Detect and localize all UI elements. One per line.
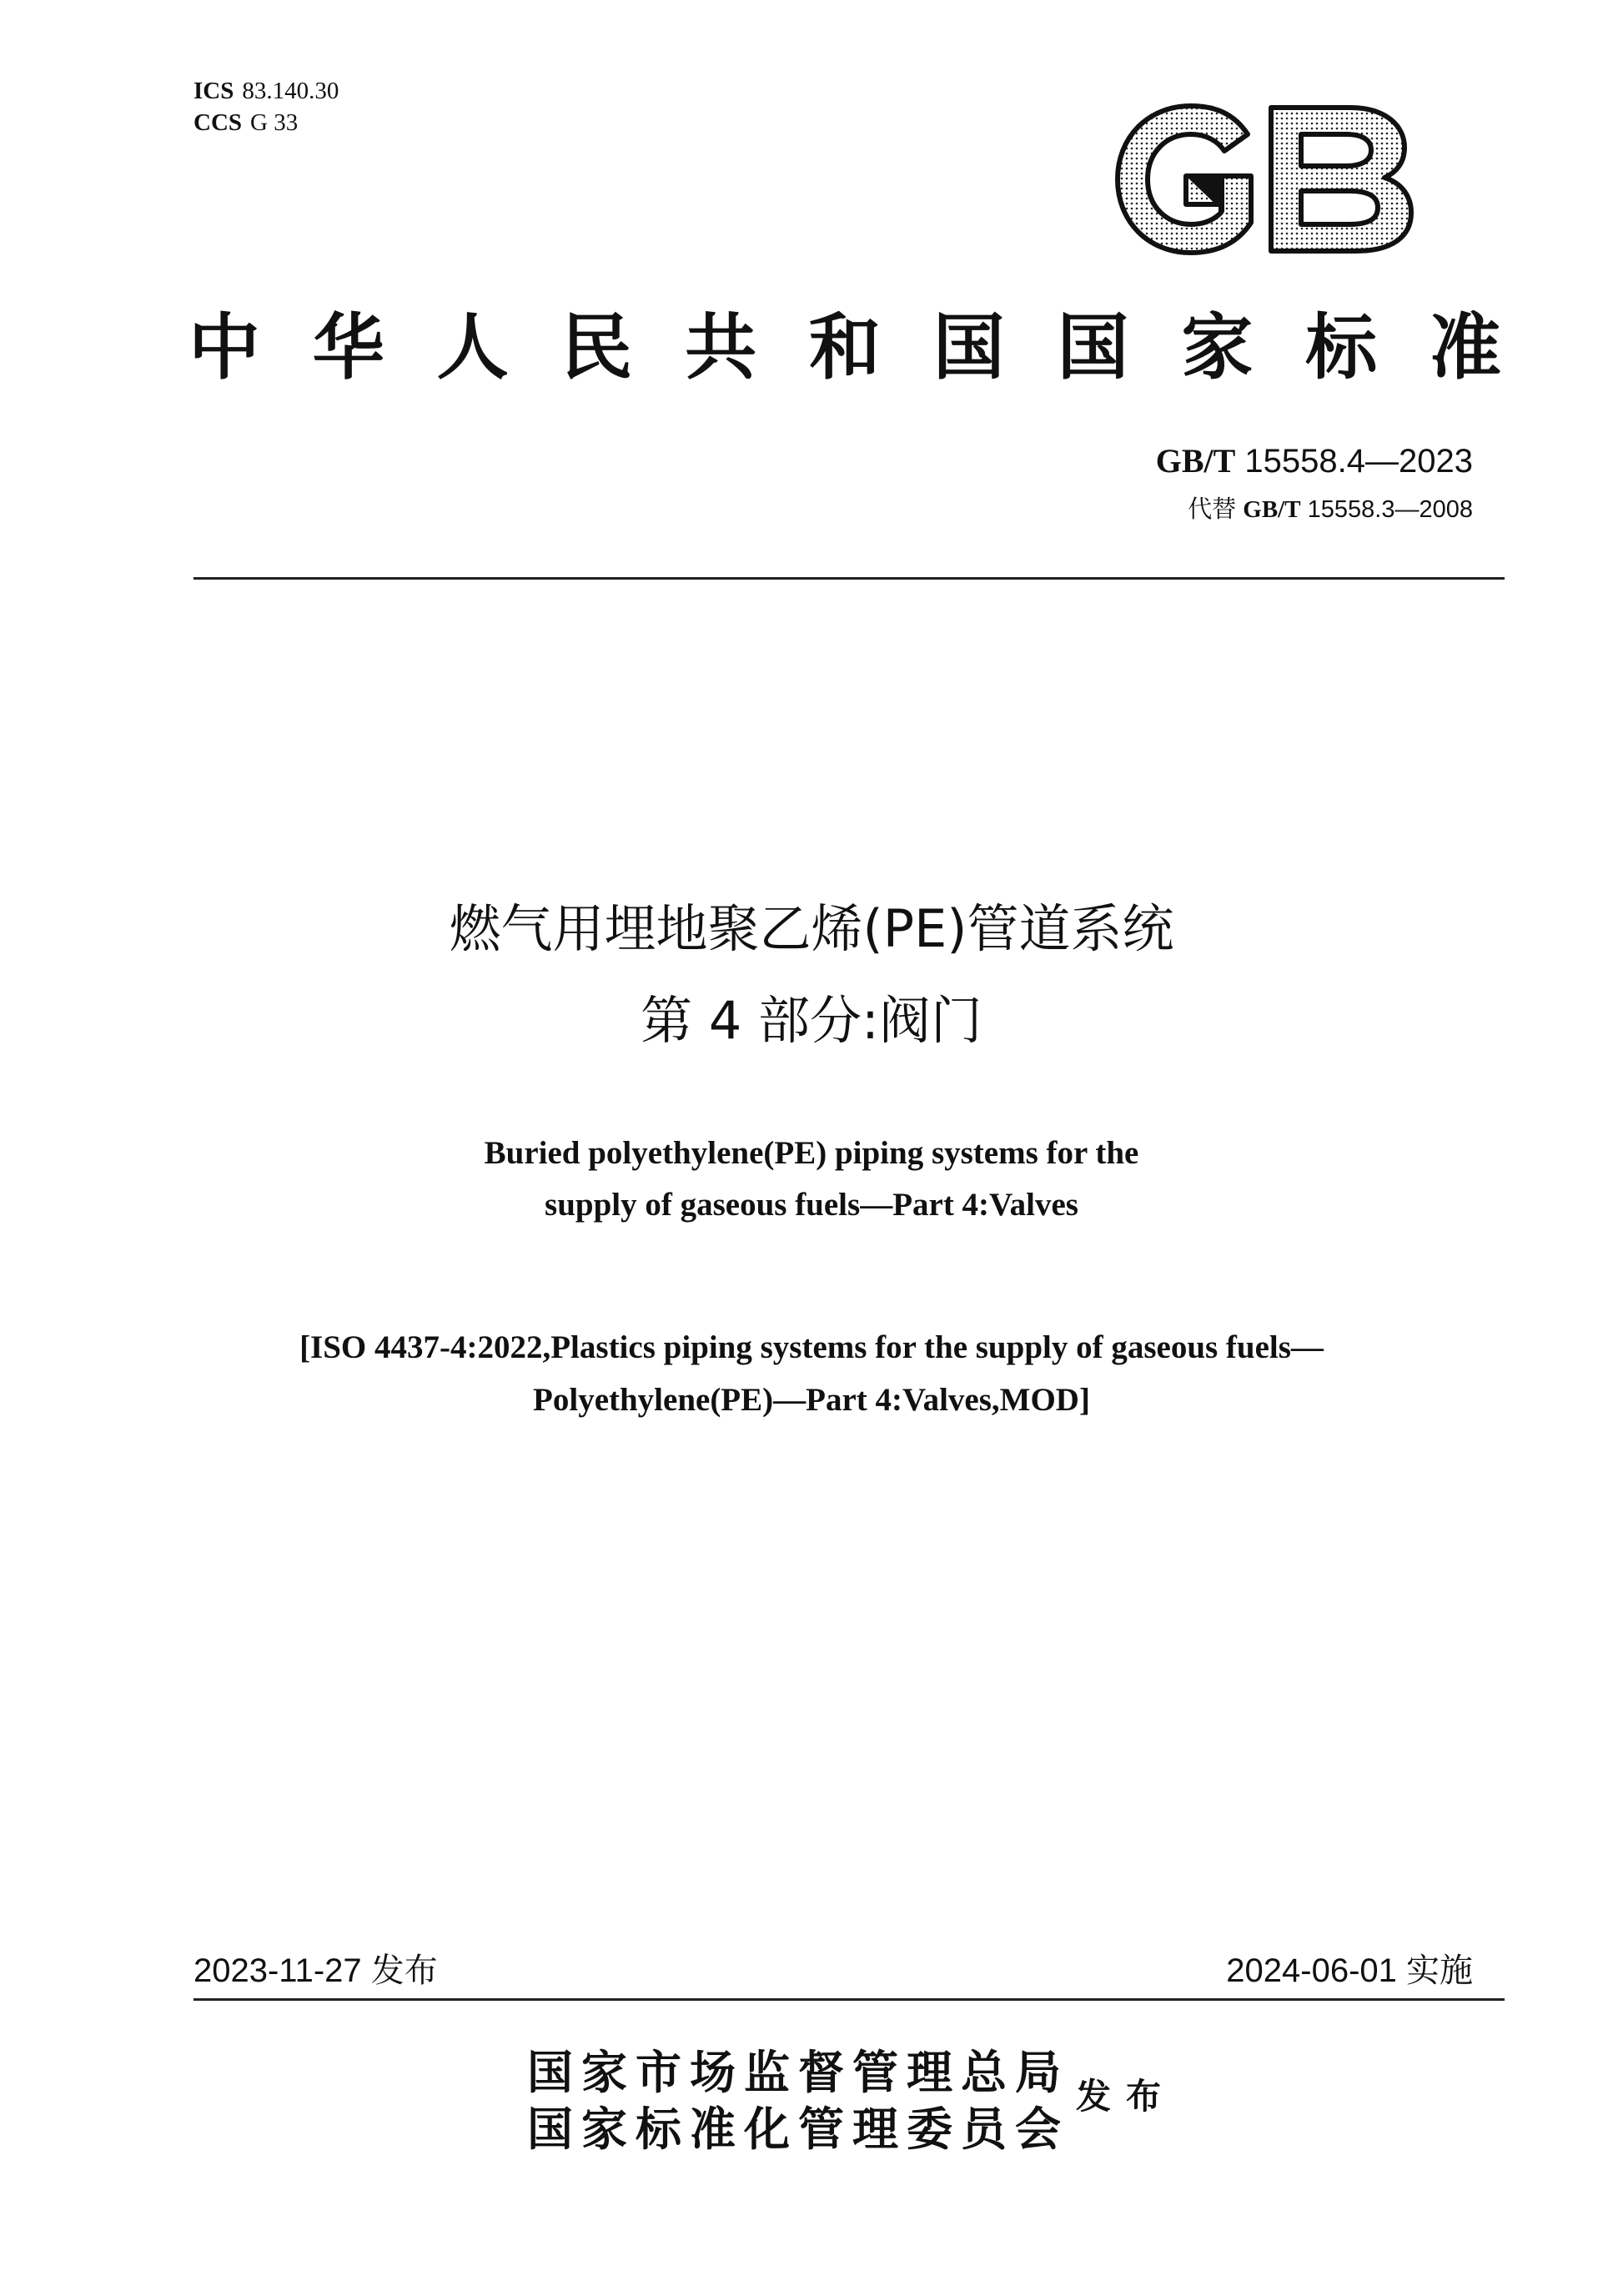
ics-label: ICS	[193, 78, 234, 104]
replaces-standard	[1188, 494, 1473, 525]
title-cn-line1: 燃气用埋地聚乙烯(PE)管道系统	[449, 898, 1174, 959]
standard-number	[1156, 440, 1473, 482]
issue-date-value: 2023-11-27	[193, 1952, 362, 1989]
implementation-date	[1226, 1948, 1473, 1993]
title-en-line1: Buried polyethylene(PE) piping systems for the	[484, 1135, 1139, 1171]
national-standard-heading: 中华人民共和国国家标准	[188, 306, 1506, 389]
iso-reference-line1: [ISO 4437-4:2022,Plastics piping systems for the supply of gaseous fuels—	[299, 1329, 1324, 1365]
title-en-line2: supply of gaseous fuels—Part 4:Valves	[545, 1187, 1078, 1223]
classification-codes	[193, 75, 339, 138]
replaces-gb: GB/T	[1243, 496, 1301, 523]
issue-date	[193, 1948, 438, 1993]
standard-prefix: GB/T	[1155, 442, 1236, 480]
ccs-code	[193, 107, 339, 138]
standard-number-value: 15558.4—2023	[1244, 443, 1473, 480]
ics-value: 83.140.30	[242, 78, 339, 104]
implement-date-value: 2024-06-01	[1226, 1952, 1397, 1989]
ccs-value: G 33	[250, 109, 299, 136]
ccs-label: CCS	[193, 109, 243, 136]
footer-divider	[193, 1998, 1505, 2001]
replaces-number: 15558.3—2008	[1307, 496, 1473, 523]
issuer-line2: 国家标准化管理委员会	[527, 2103, 1070, 2156]
ics-code	[193, 75, 339, 107]
title-cn-line2: 第 4 部分:阀门	[641, 990, 982, 1051]
replaces-prefix: 代替	[1188, 495, 1237, 523]
gb-logo-icon	[1099, 96, 1425, 263]
implement-label: 实施	[1406, 1952, 1473, 1990]
header-divider	[193, 577, 1505, 580]
iso-reference-line2: Polyethylene(PE)—Part 4:Valves,MOD]	[533, 1382, 1090, 1418]
issue-label: 发布	[370, 1952, 438, 1990]
publish-label: 发布	[1076, 2076, 1177, 2117]
issuer-line1: 国家市场监督管理总局	[527, 2046, 1070, 2099]
